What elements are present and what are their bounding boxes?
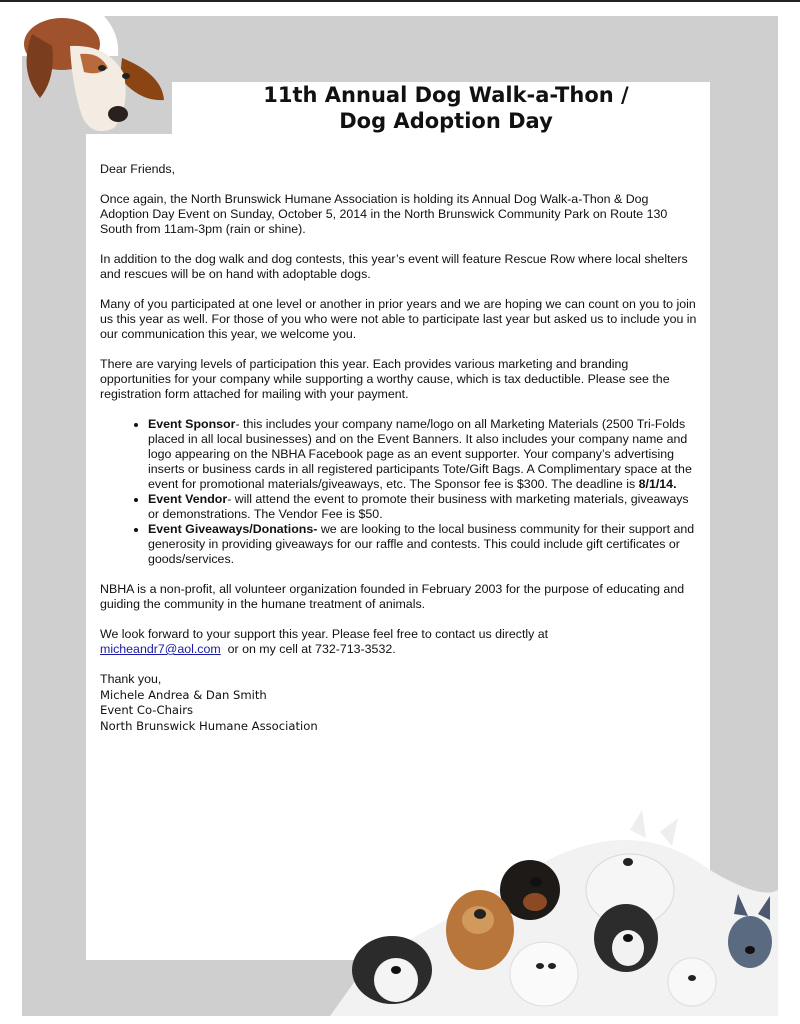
top-rule — [0, 0, 800, 2]
list-item-sponsor — [148, 417, 700, 492]
paragraph-contact — [100, 627, 700, 657]
paragraph-levels: There are varying levels of participation this year. Each provides various marketing and branding opportunities for your company while supporting a worthy cause, which is tax deductible. Please see the registration form attached for mailing with your payment. — [100, 357, 670, 401]
email-link[interactable]: micheandr7@aol.com — [100, 642, 221, 656]
dogs-group-icon — [330, 810, 778, 1016]
event-title — [86, 82, 800, 134]
sponsor-term: Event Sponsor — [148, 417, 236, 431]
vendor-text: - will attend the event to promote their business with marketing materials, giveaways or demonstrations. The Vendor Fee is $50. — [148, 492, 689, 521]
closing: Thank you, — [100, 672, 162, 686]
signer-role: Event Co-Chairs — [100, 703, 194, 717]
giveaways-text: we are looking to the local business community for their support and generosity in providing giveaways for our raffle and contests. This could include gift certificates or goods/services. — [148, 522, 695, 566]
greeting: Dear Friends, — [100, 162, 176, 176]
organization-name: North Brunswick Humane Association — [100, 718, 318, 733]
paragraph-nbha-mission: NBHA is a non-profit, all volunteer organization founded in February 2003 for the purpose of educating and guiding the community in the humane treatment of animals. — [100, 582, 685, 611]
list-item-giveaways — [148, 522, 700, 567]
title-line-2: Dog Adoption Day — [339, 109, 553, 133]
sponsor-text: - this includes your company name/logo on all Marketing Materials (2500 Tri-Folds placed in all local businesses) and on the Event Banners. It also includes your company name and logo appearing on the NBHA Facebook page as an event supporter. Your company’s advertising inserts or business cards in all registered participants Tote/Gift Bags. A Complimentary space at the event for promotional materials/giveaways, etc. The Sponsor fee is $300. The deadline is — [148, 417, 692, 491]
paragraph-rescue-row: In addition to the dog walk and dog contests, this year’s event will feature Rescue Row where local shelters and rescues will be on hand with adoptable dogs. — [100, 252, 688, 281]
signature-block — [100, 672, 700, 734]
sponsor-deadline: 8/1/14. — [638, 477, 677, 491]
paragraph-event-details: Once again, the North Brunswick Humane Association is holding its Annual Dog Walk-a-Thon & Dog Adoption Day Event on Sunday, October 5, 2014 in the North Brunswick Community Park on Route 130 South from 11am-3pm (rain or shine). — [100, 192, 668, 236]
letter-body — [100, 162, 700, 734]
signers: Michele Andrea & Dan Smith — [100, 687, 267, 702]
vendor-term: Event Vendor — [148, 492, 228, 506]
list-item-vendor — [148, 492, 700, 522]
giveaways-term: Event Giveaways/Donations- — [148, 522, 318, 536]
title-line-1: 11th Annual Dog Walk-a-Thon / — [263, 83, 629, 107]
contact-phone-text: or on my cell at 732-713-3532. — [220, 642, 396, 656]
paragraph-participation: Many of you participated at one level or another in prior years and we are hoping we can count on you to join us this year as well. For those of you who were not able to participate last year but asked us to include you in our communication this year, we welcome you. — [100, 297, 697, 341]
contact-text: We look forward to your support this year. Please feel free to contact us directly at — [100, 627, 549, 641]
participation-levels-list — [100, 417, 700, 567]
